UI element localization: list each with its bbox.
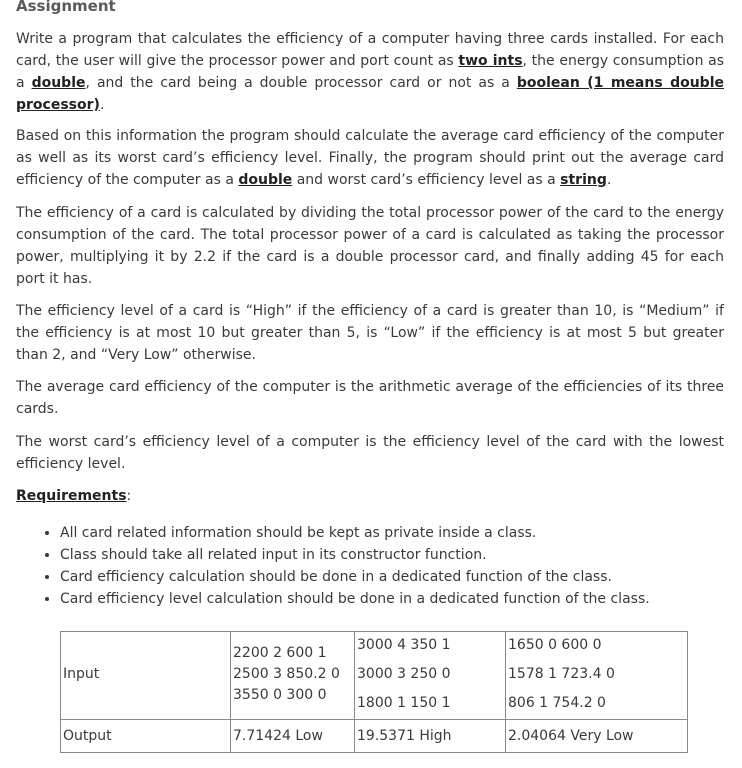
output-value: 2.04064 Very Low bbox=[508, 728, 634, 744]
output-cell-3 bbox=[506, 720, 688, 753]
output-cell-1 bbox=[231, 720, 355, 753]
input-cell-1 bbox=[231, 632, 355, 720]
input-line: 1800 1 150 1 bbox=[357, 695, 451, 711]
output-value: 19.5371 High bbox=[357, 728, 452, 744]
output-spec-bold-double: double bbox=[238, 172, 293, 188]
output-spec-text-1: Based on this information the program should calculate the average card efficiency of the computer as well as its worst card’s efficiency level. Finally, the program should print out the average card efficiency of the computer as a bbox=[16, 128, 724, 188]
output-spec-text-2: and worst card’s efficiency level as a bbox=[292, 172, 561, 188]
output-cell-2 bbox=[355, 720, 506, 753]
paragraph-intro bbox=[16, 28, 724, 116]
requirement-item: • Class should take all related input in its constructor function. bbox=[60, 544, 720, 566]
input-label-cell bbox=[61, 632, 231, 720]
intro-text-3: , and the card being a double processor card or not as a bbox=[85, 75, 517, 91]
requirements-label: Requirements bbox=[16, 488, 127, 504]
output-spec-bold-string: string bbox=[560, 172, 607, 188]
output-row bbox=[61, 720, 688, 753]
paragraph-worst-card: The worst card’s efficiency level of a computer is the efficiency level of the card with the lowest efficiency level. bbox=[16, 434, 724, 472]
requirements-list bbox=[42, 522, 720, 610]
input-line: 3000 4 350 1 bbox=[357, 637, 451, 653]
intro-bold-two-ints: two ints bbox=[458, 53, 523, 69]
intro-text-4: . bbox=[99, 97, 105, 113]
input-row bbox=[61, 632, 688, 720]
paragraph-output-spec bbox=[16, 125, 724, 191]
intro-text-1: Write a program that calculates the efficiency of a computer having three cards installed. For each card, the user will give the processor power and port count as bbox=[16, 31, 724, 69]
assignment-title: Assignment bbox=[16, 0, 116, 15]
requirements-colon: : bbox=[126, 488, 132, 504]
output-label-cell bbox=[61, 720, 231, 753]
paragraph-efficiency-levels: The efficiency level of a card is “High” if the efficiency of a card is greater than 10, is “Medium” if the efficiency is at most 10 but greater than 5, is “Low” if the efficiency is at most 5 but greater than 2, and “Very Low” otherwise. bbox=[16, 303, 724, 363]
paragraph-average-efficiency: The average card efficiency of the computer is the arithmetic average of the efficiencies of its three cards. bbox=[16, 379, 724, 417]
input-cell-2 bbox=[355, 632, 506, 720]
requirement-item: • Card efficiency level calculation should be done in a dedicated function of the class. bbox=[60, 588, 720, 610]
requirement-item: • Card efficiency calculation should be done in a dedicated function of the class. bbox=[60, 566, 720, 588]
input-line: 2500 3 850.2 0 bbox=[233, 666, 340, 682]
requirements-heading bbox=[16, 485, 131, 507]
input-line: 1650 0 600 0 bbox=[508, 637, 602, 653]
intro-bold-boolean: boolean (1 means double processor) bbox=[16, 75, 725, 113]
input-line: 3000 3 250 0 bbox=[357, 666, 451, 682]
input-line: 3550 0 300 0 bbox=[233, 687, 327, 703]
intro-bold-double: double bbox=[31, 75, 86, 91]
input-line: 1578 1 723.4 0 bbox=[508, 666, 615, 682]
paragraph-efficiency-formula: The efficiency of a card is calculated by dividing the total processor power of the card to the energy consumption of the card. The total processor power of a card is calculated as taking the processor power, multiplying it by 2.2 if the card is a double processor card, and finally adding 45 for each port it has. bbox=[16, 205, 724, 287]
input-label: Input bbox=[63, 666, 100, 682]
output-label: Output bbox=[63, 728, 112, 744]
input-cell-3 bbox=[506, 632, 688, 720]
input-line: 2200 2 600 1 bbox=[233, 645, 327, 661]
output-value: 7.71424 Low bbox=[233, 728, 323, 744]
input-line: 806 1 754.2 0 bbox=[508, 695, 606, 711]
io-example-table bbox=[60, 631, 688, 753]
output-spec-text-3: . bbox=[606, 172, 612, 188]
intro-text-2: , the energy consumption as a bbox=[16, 53, 724, 91]
requirement-item: • All card related information should be kept as private inside a class. bbox=[60, 522, 720, 544]
